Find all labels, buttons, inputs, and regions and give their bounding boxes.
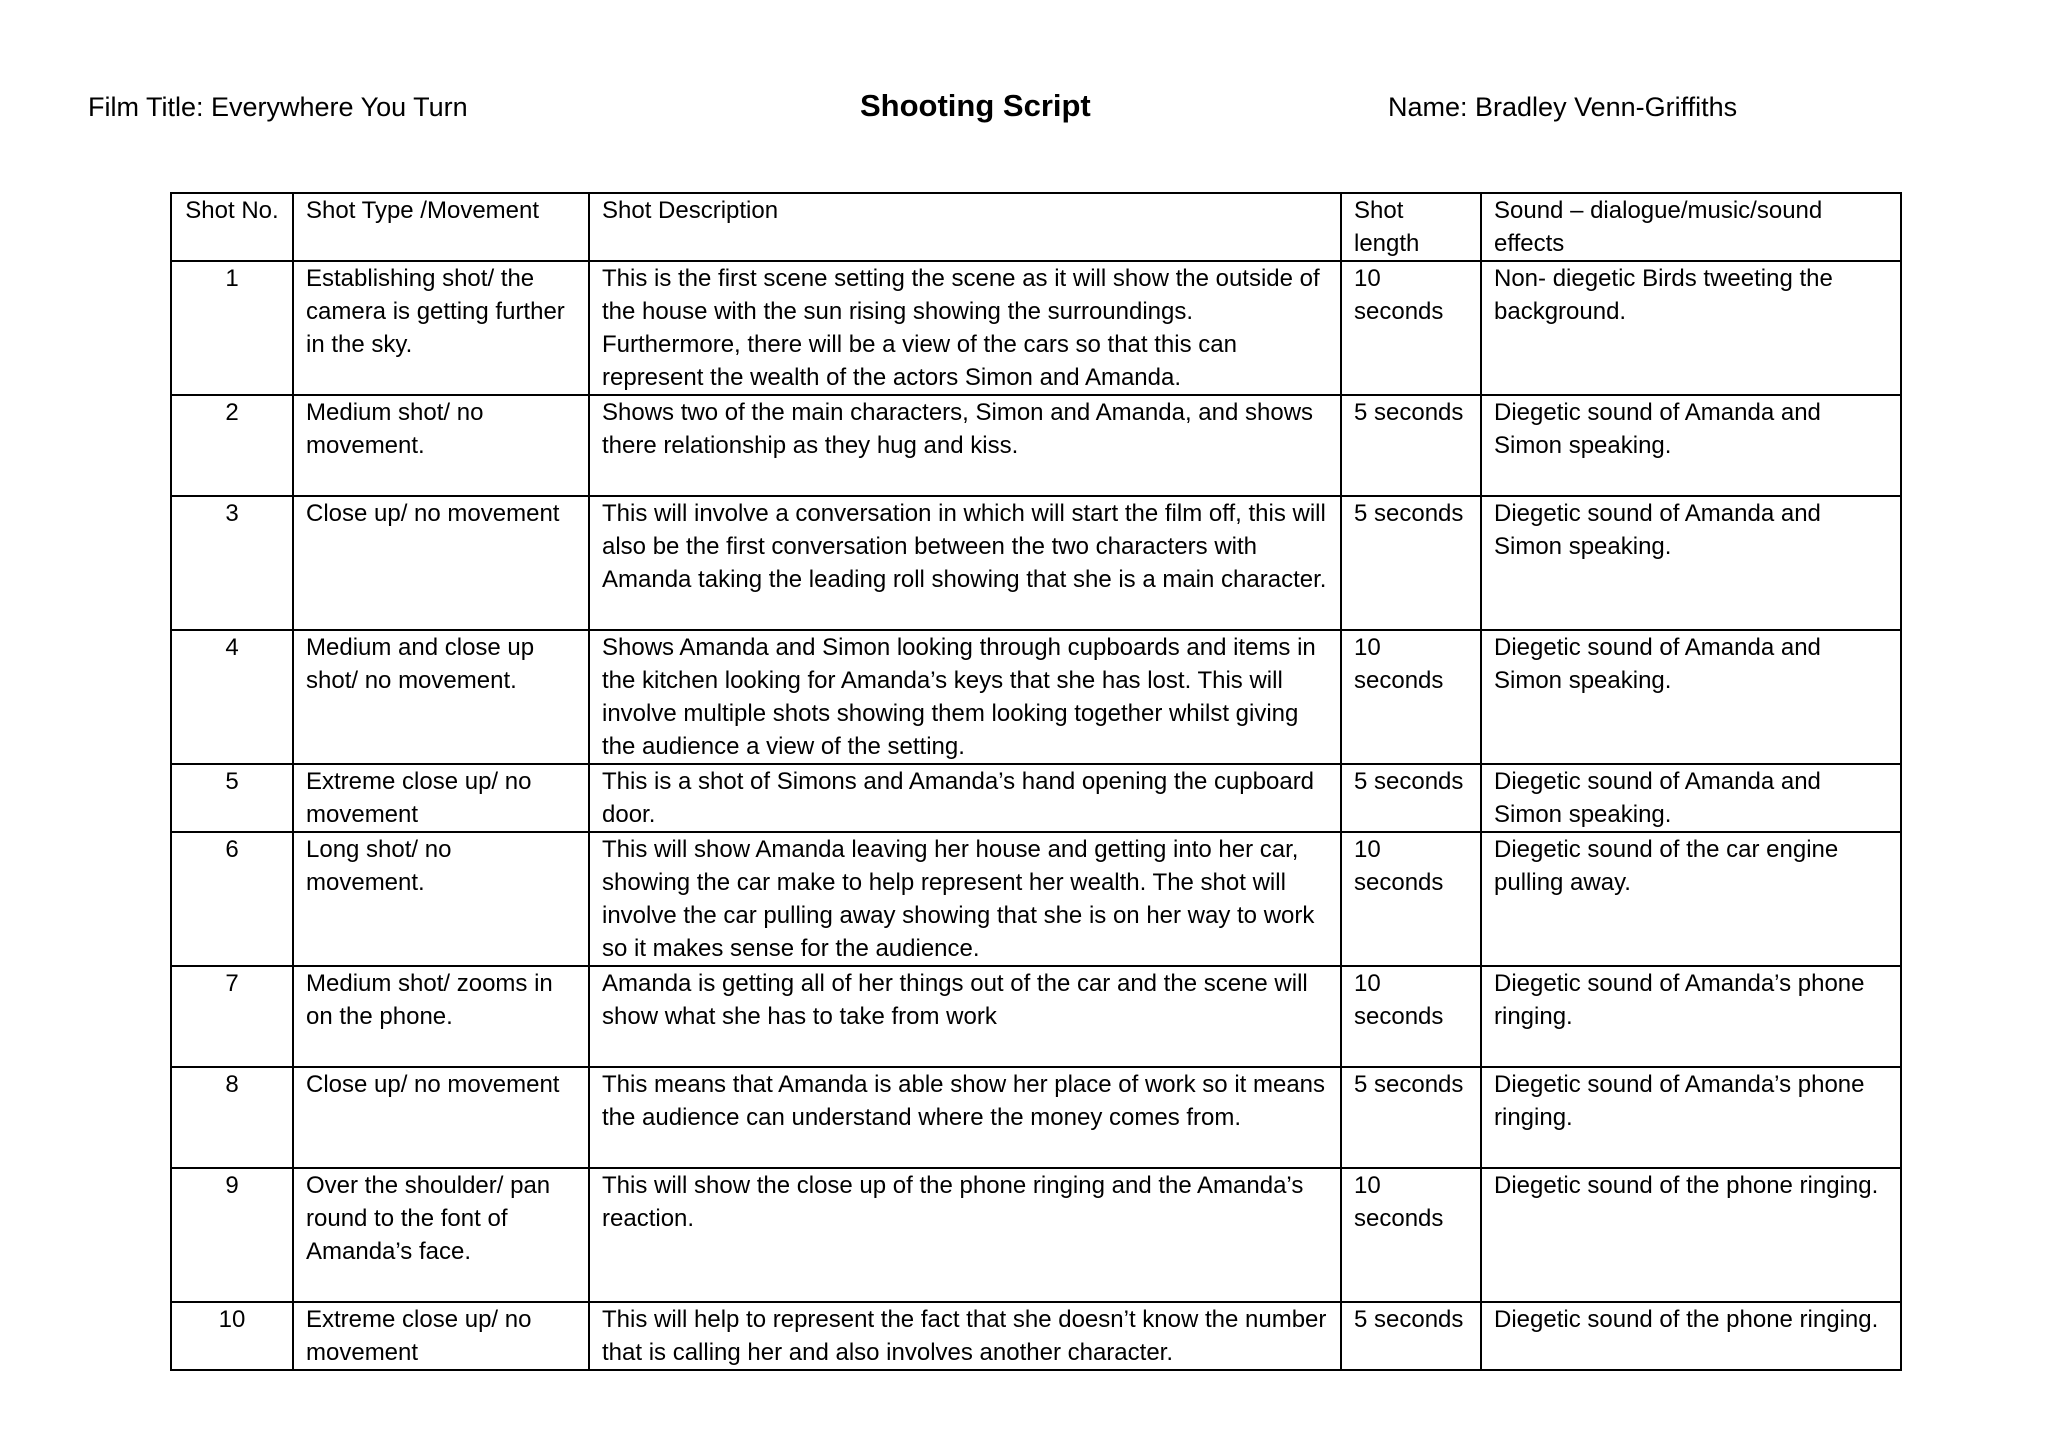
cell-length: 10 seconds bbox=[1341, 1168, 1481, 1302]
cell-length: 10 seconds bbox=[1341, 832, 1481, 966]
cell-description: This is the first scene setting the scene as it will show the outside of the house with the sun rising showing the surroundings. Furthermore, there will be a view of the cars so that this can represent the wealth of the actors Simon and Amanda. bbox=[589, 261, 1341, 395]
cell-sound: Diegetic sound of Amanda’s phone ringing. bbox=[1481, 1067, 1901, 1168]
cell-shot-no: 7 bbox=[171, 966, 293, 1067]
cell-shot-no: 4 bbox=[171, 630, 293, 764]
cell-shot-no: 1 bbox=[171, 261, 293, 395]
column-header-description: Shot Description bbox=[589, 193, 1341, 261]
cell-shot-no: 10 bbox=[171, 1302, 293, 1370]
cell-shot-type: Medium and close up shot/ no movement. bbox=[293, 630, 589, 764]
cell-shot-type: Close up/ no movement bbox=[293, 496, 589, 630]
film-title: Film Title: Everywhere You Turn bbox=[88, 92, 468, 122]
cell-length: 5 seconds bbox=[1341, 395, 1481, 496]
author-name: Name: Bradley Venn-Griffiths bbox=[1388, 92, 1738, 122]
cell-shot-type: Extreme close up/ no movement bbox=[293, 1302, 589, 1370]
column-header-length: Shot length bbox=[1341, 193, 1481, 261]
cell-length: 10 seconds bbox=[1341, 630, 1481, 764]
cell-shot-type: Over the shoulder/ pan round to the font of Amanda’s face. bbox=[293, 1168, 589, 1302]
column-header-shot-type: Shot Type /Movement bbox=[293, 193, 589, 261]
cell-shot-type: Close up/ no movement bbox=[293, 1067, 589, 1168]
cell-sound: Diegetic sound of Amanda and Simon speaking. bbox=[1481, 395, 1901, 496]
cell-sound: Non- diegetic Birds tweeting the background. bbox=[1481, 261, 1901, 395]
cell-length: 5 seconds bbox=[1341, 1302, 1481, 1370]
cell-description: Shows two of the main characters, Simon and Amanda, and shows there relationship as they hug and kiss. bbox=[589, 395, 1341, 496]
shooting-script-table bbox=[170, 192, 1902, 1371]
table-row bbox=[171, 630, 1901, 764]
cell-shot-no: 9 bbox=[171, 1168, 293, 1302]
cell-shot-no: 3 bbox=[171, 496, 293, 630]
table-row bbox=[171, 832, 1901, 966]
cell-shot-no: 2 bbox=[171, 395, 293, 496]
cell-length: 5 seconds bbox=[1341, 764, 1481, 832]
table-header-row bbox=[171, 193, 1901, 261]
table-row bbox=[171, 764, 1901, 832]
cell-sound: Diegetic sound of Amanda and Simon speaking. bbox=[1481, 630, 1901, 764]
cell-length: 5 seconds bbox=[1341, 496, 1481, 630]
cell-length: 10 seconds bbox=[1341, 966, 1481, 1067]
cell-shot-type: Medium shot/ no movement. bbox=[293, 395, 589, 496]
cell-length: 10 seconds bbox=[1341, 261, 1481, 395]
cell-sound: Diegetic sound of the car engine pulling away. bbox=[1481, 832, 1901, 966]
cell-sound: Diegetic sound of the phone ringing. bbox=[1481, 1168, 1901, 1302]
cell-shot-type: Medium shot/ zooms in on the phone. bbox=[293, 966, 589, 1067]
cell-shot-type: Establishing shot/ the camera is getting further in the sky. bbox=[293, 261, 589, 395]
cell-sound: Diegetic sound of Amanda and Simon speaking. bbox=[1481, 496, 1901, 630]
cell-shot-no: 8 bbox=[171, 1067, 293, 1168]
table-row bbox=[171, 261, 1901, 395]
column-header-shot-no: Shot No. bbox=[171, 193, 293, 261]
cell-shot-type: Long shot/ no movement. bbox=[293, 832, 589, 966]
cell-length: 5 seconds bbox=[1341, 1067, 1481, 1168]
cell-sound: Diegetic sound of Amanda and Simon speaking. bbox=[1481, 764, 1901, 832]
cell-shot-no: 5 bbox=[171, 764, 293, 832]
cell-description: Amanda is getting all of her things out of the car and the scene will show what she has to take from work bbox=[589, 966, 1341, 1067]
column-header-sound: Sound – dialogue/music/sound effects bbox=[1481, 193, 1901, 261]
cell-description: This will show the close up of the phone ringing and the Amanda’s reaction. bbox=[589, 1168, 1341, 1302]
cell-description: This means that Amanda is able show her place of work so it means the audience can understand where the money comes from. bbox=[589, 1067, 1341, 1168]
cell-sound: Diegetic sound of Amanda’s phone ringing. bbox=[1481, 966, 1901, 1067]
table-row bbox=[171, 966, 1901, 1067]
cell-shot-no: 6 bbox=[171, 832, 293, 966]
table-row bbox=[171, 496, 1901, 630]
table-row bbox=[171, 395, 1901, 496]
cell-description: Shows Amanda and Simon looking through cupboards and items in the kitchen looking for Amanda’s keys that she has lost. This will involve multiple shots showing them looking together whilst giving the audience a view of the setting. bbox=[589, 630, 1341, 764]
cell-description: This will help to represent the fact that she doesn’t know the number that is calling her and also involves another character. bbox=[589, 1302, 1341, 1370]
cell-sound: Diegetic sound of the phone ringing. bbox=[1481, 1302, 1901, 1370]
document-title: Shooting Script bbox=[860, 88, 1091, 123]
table-row bbox=[171, 1067, 1901, 1168]
table-row bbox=[171, 1168, 1901, 1302]
cell-description: This is a shot of Simons and Amanda’s hand opening the cupboard door. bbox=[589, 764, 1341, 832]
table-row bbox=[171, 1302, 1901, 1370]
cell-description: This will involve a conversation in which will start the film off, this will also be the first conversation between the two characters with Amanda taking the leading roll showing that she is a main character. bbox=[589, 496, 1341, 630]
cell-description: This will show Amanda leaving her house and getting into her car, showing the car make to help represent her wealth. The shot will involve the car pulling away showing that she is on her way to work so it makes sense for the audience. bbox=[589, 832, 1341, 966]
cell-shot-type: Extreme close up/ no movement bbox=[293, 764, 589, 832]
